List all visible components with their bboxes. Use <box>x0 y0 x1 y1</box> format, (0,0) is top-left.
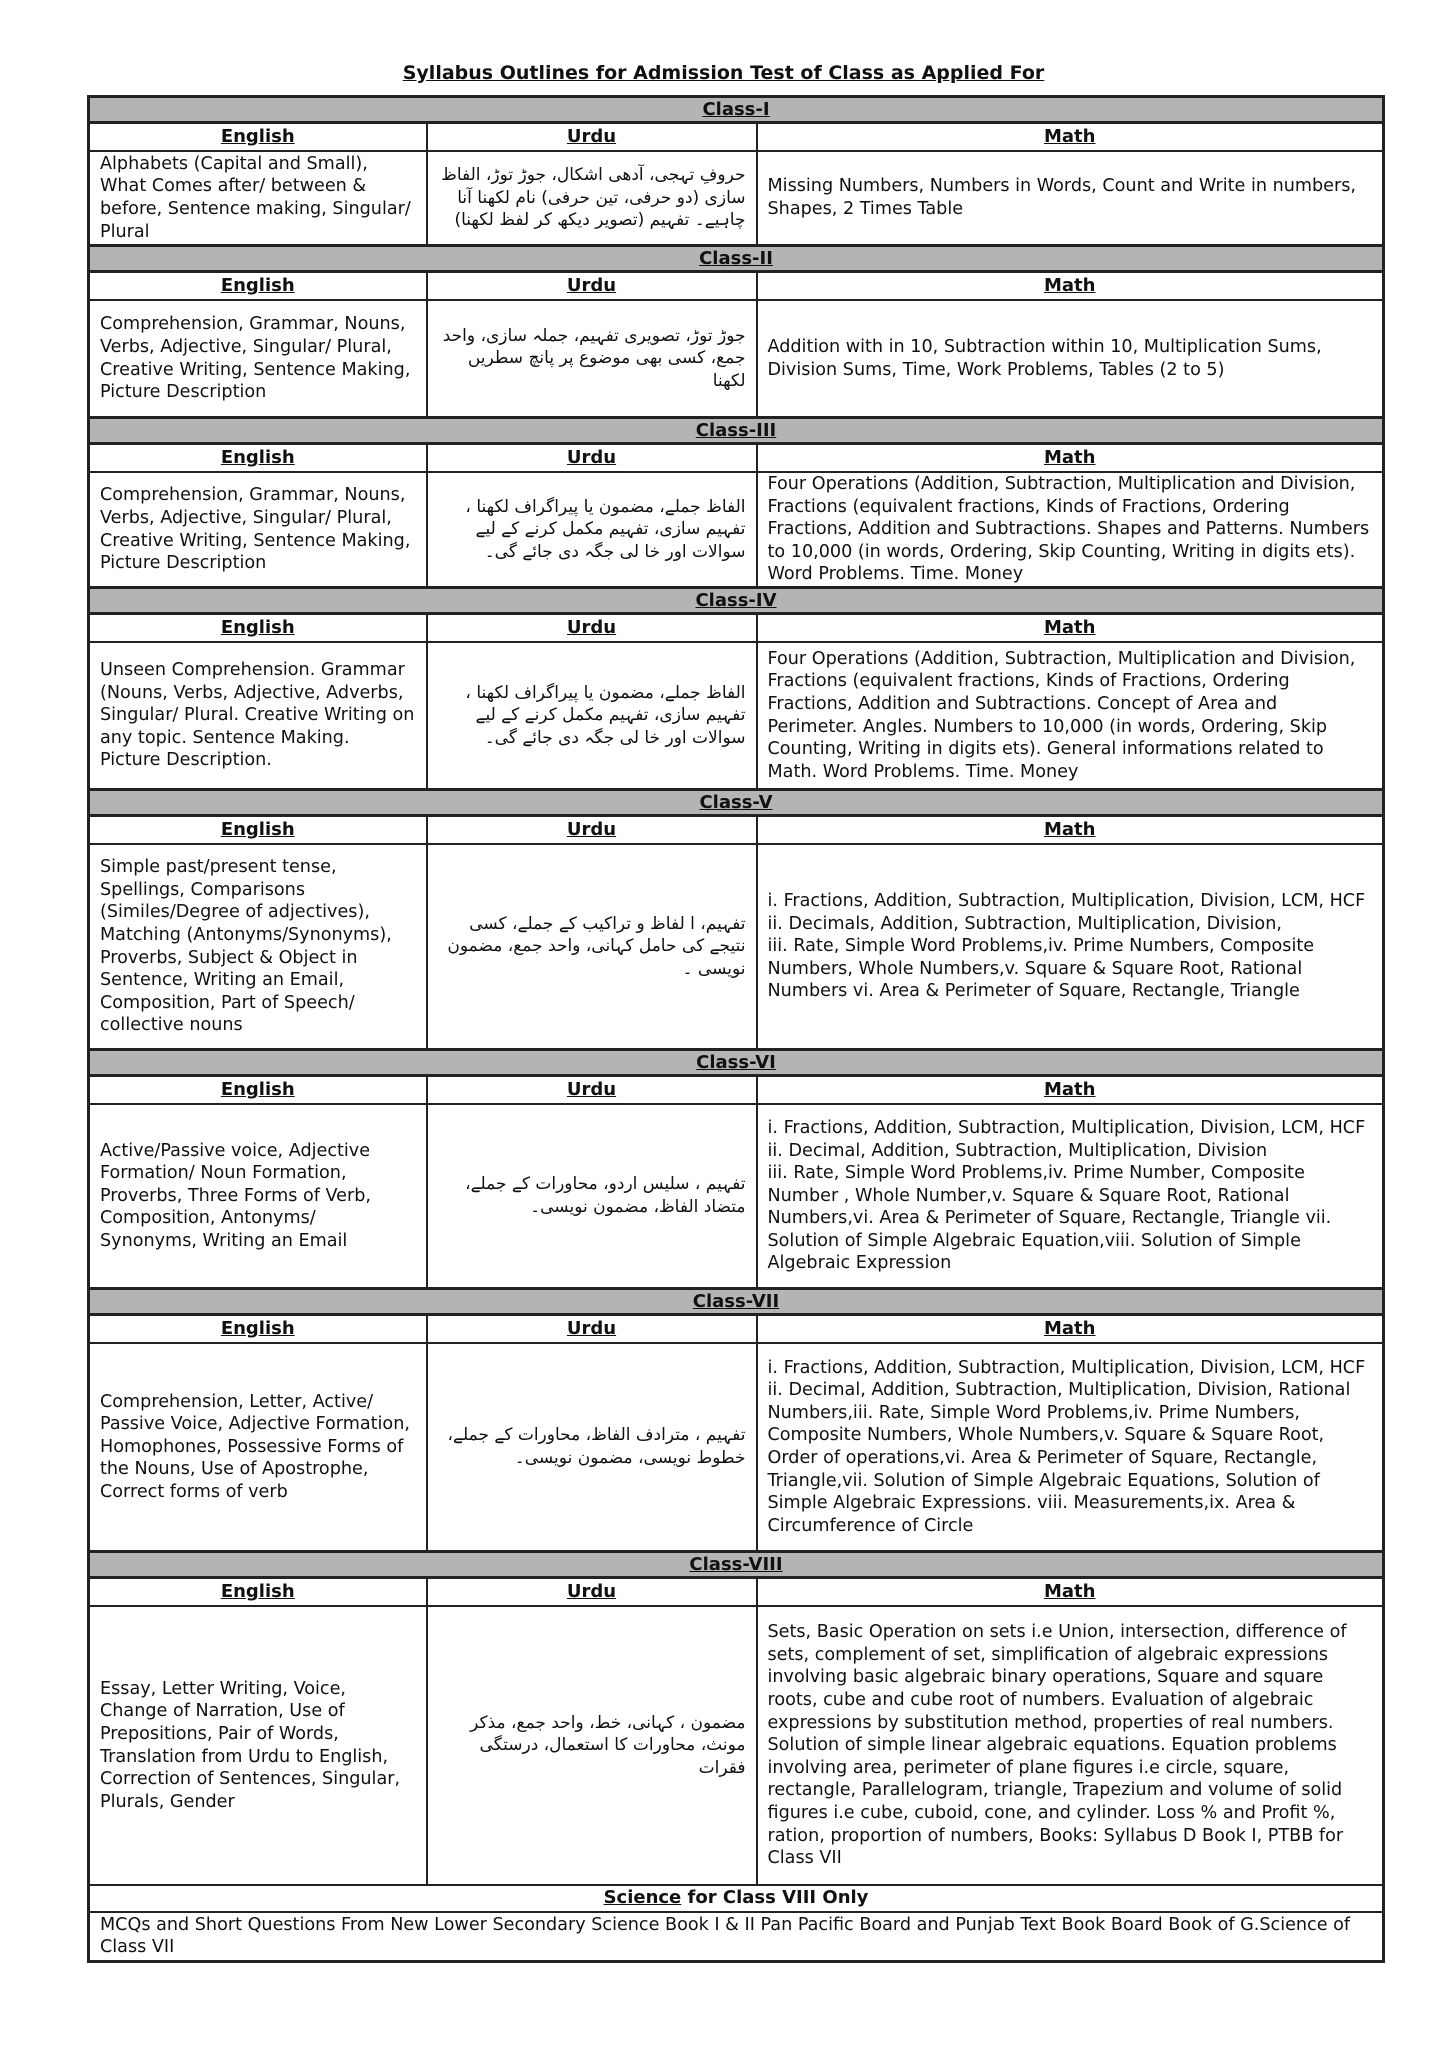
urdu-syllabus: مضمون ، کہانی، خط، واحد جمع، مذکر مونث، محاورات کا استعمال، درستگی فقرات <box>427 1606 757 1885</box>
document-title: Syllabus Outlines for Admission Test of Class as Applied For <box>402 62 1045 84</box>
class-header-row <box>89 1050 1384 1076</box>
class-header-row <box>89 790 1384 816</box>
math-column-header: Math <box>757 614 1384 643</box>
english-column-header: English <box>89 123 427 152</box>
urdu-syllabus: الفاظ جملے، مضمون یا پیراگراف لکھنا ، تفہیم سازی، تفہیم مکمل کرنے کے لیے سوالات اور خا لی جگہ دی جائے گی۔ <box>427 642 757 790</box>
english-column-header: English <box>89 444 427 473</box>
math-syllabus: i. Fractions, Addition, Subtraction, Multiplication, Division, LCM, HCF ii. Decimal, Addition, Subtraction, Multiplication, Division iii. Rate, Simple Word Problems,iv. Prime Number, Composite Number , Whole Number,v. Square & Square Root, Rational Numbers,vi. Area & Perimeter of Square, Rectangle, Triangle vii. Solution of Simple Algebraic Equation,viii. Solution of Simple Algebraic Expression <box>757 1104 1384 1289</box>
urdu-syllabus: تفہیم، ا لفاظ و تراکیب کے جملے، کسی نتیجے کی حامل کہانی، واحد جمع، مضمون نویسی ۔ <box>427 844 757 1050</box>
class-name: Class-IV <box>89 588 1384 614</box>
english-syllabus: Alphabets (Capital and Small), What Comes after/ between & before, Sentence making, Singular/ Plural <box>89 151 427 246</box>
urdu-column-header: Urdu <box>427 816 757 845</box>
english-column-header: English <box>89 614 427 643</box>
urdu-column-header: Urdu <box>427 123 757 152</box>
class-header-row <box>89 1552 1384 1578</box>
class-name: Class-III <box>89 418 1384 444</box>
syllabus-row <box>89 472 1384 588</box>
urdu-syllabus: حروفِ تہجی، آدھی اشکال، جوڑ توڑ، الفاظ سازی (دو حرفی، تین حرفی) نام لکھنا آنا چاہیے۔ تفہیم (تصویر دیکھ کر لفظ لکھنا) <box>427 151 757 246</box>
class-header-row <box>89 418 1384 444</box>
english-syllabus: Comprehension, Grammar, Nouns, Verbs, Adjective, Singular/ Plural, Creative Writing, Sentence Making, Picture Description <box>89 300 427 418</box>
urdu-column-header: Urdu <box>427 614 757 643</box>
english-column-header: English <box>89 816 427 845</box>
math-syllabus: Four Operations (Addition, Subtraction, Multiplication and Division, Fractions (equivalent fractions, Kinds of Fractions, Ordering Fractions, Addition and Subtractions. Concept of Area and Perimeter. Angles. Numbers to 10,000 (in words, Ordering, Skip Counting, Writing in digits ets). General informations related to Math. Word Problems. Time. Money <box>757 642 1384 790</box>
urdu-syllabus: جوڑ توڑ، تصویری تفہیم، جملہ سازی، واحد جمع، کسی بھی موضوع پر پانچ سطریں لکھنا <box>427 300 757 418</box>
class-name: Class-V <box>89 790 1384 816</box>
class-name: Class-I <box>89 97 1384 123</box>
urdu-column-header: Urdu <box>427 1076 757 1105</box>
science-heading-underlined: Science <box>603 1887 682 1908</box>
subject-header-row <box>89 1315 1384 1344</box>
class-name: Class-VII <box>89 1289 1384 1315</box>
urdu-syllabus: تفہیم ، مترادف الفاظ، محاورات کے جملے، خطوط نویسی، مضمون نویسی۔ <box>427 1343 757 1552</box>
syllabus-row <box>89 844 1384 1050</box>
science-syllabus: MCQs and Short Questions From New Lower Secondary Science Book I & II Pan Pacific Board and Punjab Text Book Board Book of G.Science of Class VII <box>89 1912 1384 1962</box>
english-syllabus: Simple past/present tense, Spellings, Comparisons (Similes/Degree of adjectives), Matching (Antonyms/Synonyms), Proverbs, Subject & Object in Sentence, Writing an Email, Composition, Part of Speech/ collective nouns <box>89 844 427 1050</box>
math-syllabus: Sets, Basic Operation on sets i.e Union, intersection, difference of sets, complement of set, simplification of algebraic expressions involving basic algebraic binary operations, Square and square roots, cube and cube root of numbers. Evaluation of algebraic expressions by substitution method, properties of real numbers. Solution of simple linear algebraic equations. Equation problems involving area, perimeter of plane figures i.e circle, square, rectangle, Parallelogram, triangle, Trapezium and volume of solid figures i.e cube, cuboid, cone, and cylinder. Loss % and Profit %, ration, proportion of numbers, Books: Syllabus D Book I, PTBB for Class VII <box>757 1606 1384 1885</box>
math-syllabus: Missing Numbers, Numbers in Words, Count and Write in numbers, Shapes, 2 Times Table <box>757 151 1384 246</box>
class-name: Class-VIII <box>89 1552 1384 1578</box>
syllabus-row <box>89 642 1384 790</box>
math-syllabus: Four Operations (Addition, Subtraction, Multiplication and Division, Fractions (equivalent fractions, Kinds of Fractions, Ordering Fractions, Addition and Subtractions. Shapes and Patterns. Numbers to 10,000 (in words, Ordering, Skip Counting, Writing in digits ets). Word Problems. Time. Money <box>757 472 1384 588</box>
math-column-header: Math <box>757 1578 1384 1607</box>
subject-header-row <box>89 123 1384 152</box>
class-header-row <box>89 97 1384 123</box>
class-name: Class-VI <box>89 1050 1384 1076</box>
subject-header-row <box>89 272 1384 301</box>
subject-header-row <box>89 1076 1384 1105</box>
class-name: Class-II <box>89 246 1384 272</box>
class-header-row <box>89 588 1384 614</box>
english-column-header: English <box>89 1315 427 1344</box>
syllabus-row <box>89 151 1384 246</box>
math-column-header: Math <box>757 444 1384 473</box>
math-column-header: Math <box>757 123 1384 152</box>
subject-header-row <box>89 1578 1384 1607</box>
urdu-syllabus: الفاظ جملے، مضمون یا پیراگراف لکھنا ، تفہیم سازی، تفہیم مکمل کرنے کے لیے سوالات اور خا لی جگہ دی جائے گی۔ <box>427 472 757 588</box>
urdu-column-header: Urdu <box>427 444 757 473</box>
urdu-column-header: Urdu <box>427 1578 757 1607</box>
english-column-header: English <box>89 272 427 301</box>
subject-header-row <box>89 816 1384 845</box>
urdu-column-header: Urdu <box>427 1315 757 1344</box>
english-column-header: English <box>89 1578 427 1607</box>
class-header-row <box>89 246 1384 272</box>
math-syllabus: i. Fractions, Addition, Subtraction, Multiplication, Division, LCM, HCF ii. Decimals, Addition, Subtraction, Multiplication, Division, iii. Rate, Simple Word Problems,iv. Prime Numbers, Composite Numbers, Whole Numbers,v. Square & Square Root, Rational Numbers vi. Area & Perimeter of Square, Rectangle, Triangle <box>757 844 1384 1050</box>
math-syllabus: Addition with in 10, Subtraction within 10, Multiplication Sums, Division Sums, Time, Work Problems, Tables (2 to 5) <box>757 300 1384 418</box>
syllabus-table <box>87 95 1385 1963</box>
math-column-header: Math <box>757 1076 1384 1105</box>
math-column-header: Math <box>757 272 1384 301</box>
subject-header-row <box>89 614 1384 643</box>
science-heading <box>89 1885 1384 1912</box>
urdu-syllabus: تفہیم ، سلیس اردو، محاورات کے جملے، متضاد الفاظ، مضمون نویسی۔ <box>427 1104 757 1289</box>
syllabus-row <box>89 1104 1384 1289</box>
math-syllabus: i. Fractions, Addition, Subtraction, Multiplication, Division, LCM, HCF ii. Decimal, Addition, Subtraction, Multiplication, Division, Rational Numbers,iii. Rate, Simple Word Problems,iv. Prime Numbers, Composite Numbers, Whole Numbers,v. Square & Square Root, Order of operations,vi. Area & Perimeter of Square, Rectangle, Triangle,vii. Solution of Simple Algebraic Equations, Solution of Simple Algebraic Expressions. viii. Measurements,ix. Area & Circumference of Circle <box>757 1343 1384 1552</box>
syllabus-row <box>89 300 1384 418</box>
english-syllabus: Comprehension, Grammar, Nouns, Verbs, Adjective, Singular/ Plural, Creative Writing, Sentence Making, Picture Description <box>89 472 427 588</box>
science-row <box>89 1912 1384 1962</box>
english-syllabus: Unseen Comprehension. Grammar (Nouns, Verbs, Adjective, Adverbs, Singular/ Plural. Creative Writing on any topic. Sentence Making. Picture Description. <box>89 642 427 790</box>
english-syllabus: Essay, Letter Writing, Voice, Change of Narration, Use of Prepositions, Pair of Words, Translation from Urdu to English, Correction of Sentences, Singular, Plurals, Gender <box>89 1606 427 1885</box>
science-header-row <box>89 1885 1384 1912</box>
science-heading-rest: for Class VIII Only <box>681 1887 869 1908</box>
syllabus-row <box>89 1606 1384 1885</box>
english-syllabus: Comprehension, Letter, Active/ Passive Voice, Adjective Formation, Homophones, Possessive Forms of the Nouns, Use of Apostrophe, Correct forms of verb <box>89 1343 427 1552</box>
math-column-header: Math <box>757 816 1384 845</box>
urdu-column-header: Urdu <box>427 272 757 301</box>
syllabus-row <box>89 1343 1384 1552</box>
class-header-row <box>89 1289 1384 1315</box>
english-syllabus: Active/Passive voice, Adjective Formation/ Noun Formation, Proverbs, Three Forms of Verb, Composition, Antonyms/ Synonyms, Writing an Email <box>89 1104 427 1289</box>
english-column-header: English <box>89 1076 427 1105</box>
subject-header-row <box>89 444 1384 473</box>
math-column-header: Math <box>757 1315 1384 1344</box>
